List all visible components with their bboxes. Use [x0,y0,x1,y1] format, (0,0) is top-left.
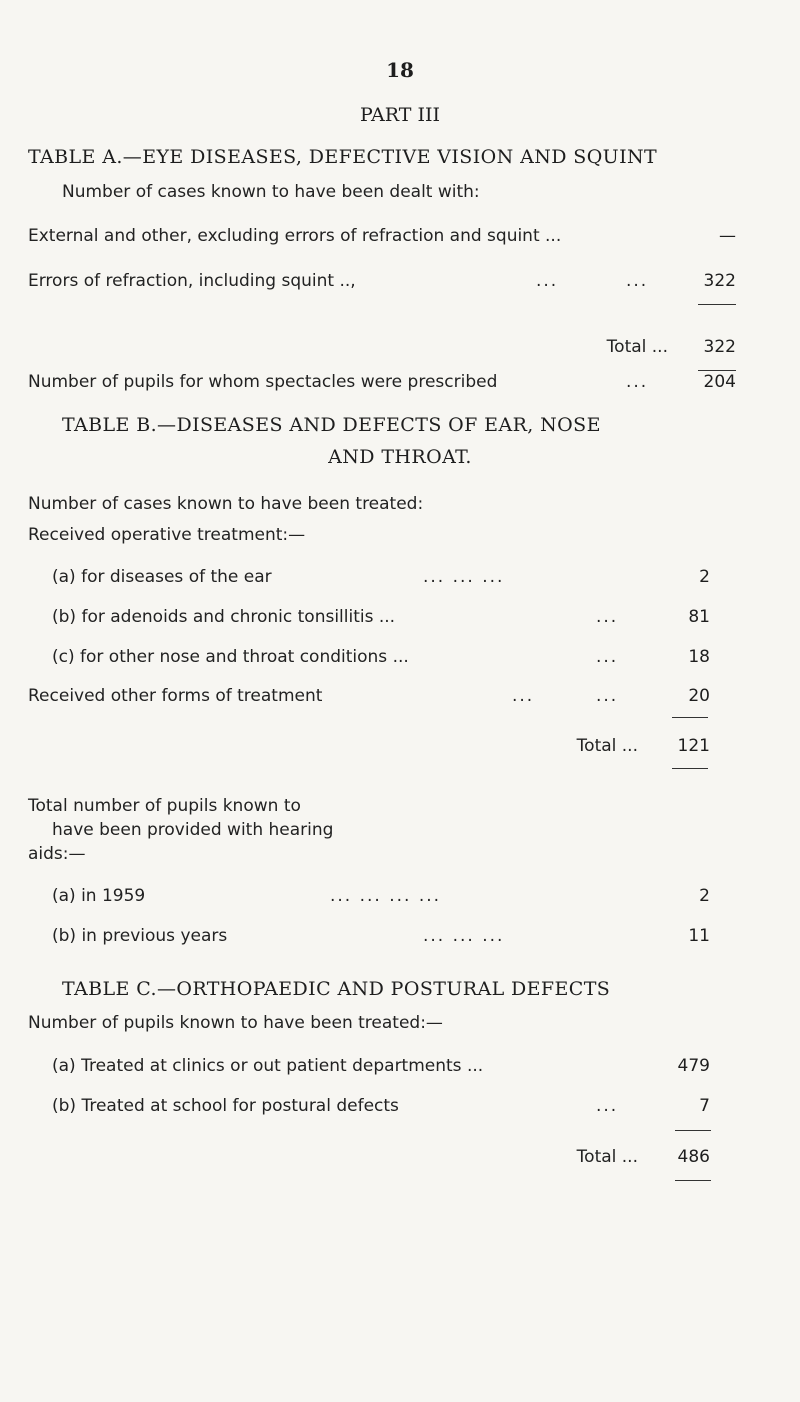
sum-rule [675,1180,711,1181]
table-a-row1-label: External and other, excluding errors of refraction and squint ... [28,226,562,246]
table-c-a-label: (a) Treated at clinics or out patient departments ... [52,1056,484,1076]
table-b-hearing-a-value: 2 [699,886,710,906]
table-c-b-value: 7 [699,1096,710,1116]
table-a-intro: Number of cases known to have been dealt with: [62,182,480,202]
leader-dots: ... [596,686,619,706]
leader-dots: ... ... ... [423,926,505,946]
leader-dots: ... [596,607,619,627]
table-c-b-label: (b) Treated at school for postural defects [52,1096,399,1116]
table-b-other-value: 20 [688,686,710,706]
leader-dots: ... [626,372,649,392]
table-a-title: TABLE A.—EYE DISEASES, DEFECTIVE VISION AND SQUINT [28,146,658,168]
table-b-total-label: Total ... [576,736,638,756]
sum-rule [672,768,708,769]
sum-rule [675,1130,711,1131]
sum-rule [698,304,736,305]
table-a-row1-value: — [719,226,736,246]
table-b-hearing-line2: have been provided with hearing [52,820,334,840]
page-number: 18 [386,58,414,82]
table-b-c-value: 18 [688,647,710,667]
sum-rule [698,370,736,371]
leader-dots: ... [596,647,619,667]
leader-dots: ... ... ... ... [330,886,442,906]
table-b-hearing-a-label: (a) in 1959 [52,886,146,906]
table-b-b-value: 81 [688,607,710,627]
table-b-operative: Received operative treatment:— [28,525,306,545]
table-b-intro: Number of cases known to have been treated: [28,494,424,514]
table-a-row2-label: Errors of refraction, including squint .., [28,271,356,291]
table-a-total-value: 322 [703,337,736,357]
part-heading: PART III [360,104,440,126]
leader-dots: ... [512,686,535,706]
table-b-hearing-line1: Total number of pupils known to [28,796,301,816]
table-a-spectacles-value: 204 [703,372,736,392]
table-b-c-label: (c) for other nose and throat conditions ... [52,647,409,667]
table-c-a-value: 479 [677,1056,710,1076]
table-b-a-value: 2 [699,567,710,587]
leader-dots: ... ... ... [423,567,505,587]
table-b-other-label: Received other forms of treatment [28,686,323,706]
table-b-b-label: (b) for adenoids and chronic tonsillitis ... [52,607,396,627]
table-c-title: TABLE C.—ORTHOPAEDIC AND POSTURAL DEFECTS [62,978,611,1000]
leader-dots: ... [596,1096,619,1116]
table-b-title-line1: TABLE B.—DISEASES AND DEFECTS OF EAR, NOSE [62,414,601,436]
table-c-intro: Number of pupils known to have been treated:— [28,1013,443,1033]
sum-rule [672,717,708,718]
table-c-total-label: Total ... [576,1147,638,1167]
table-b-title-line2: AND THROAT. [328,446,472,468]
table-b-hearing-b-label: (b) in previous years [52,926,228,946]
leader-dots: ... [536,271,559,291]
table-a-row2-value: 322 [703,271,736,291]
table-b-hearing-b-value: 11 [688,926,710,946]
leader-dots: ... [626,271,649,291]
table-b-hearing-line3: aids:— [28,844,86,864]
table-b-total-value: 121 [677,736,710,756]
table-a-total-label: Total ... [606,337,668,357]
table-c-total-value: 486 [677,1147,710,1167]
table-b-a-label: (a) for diseases of the ear [52,567,272,587]
table-a-spectacles-label: Number of pupils for whom spectacles were prescribed [28,372,498,392]
